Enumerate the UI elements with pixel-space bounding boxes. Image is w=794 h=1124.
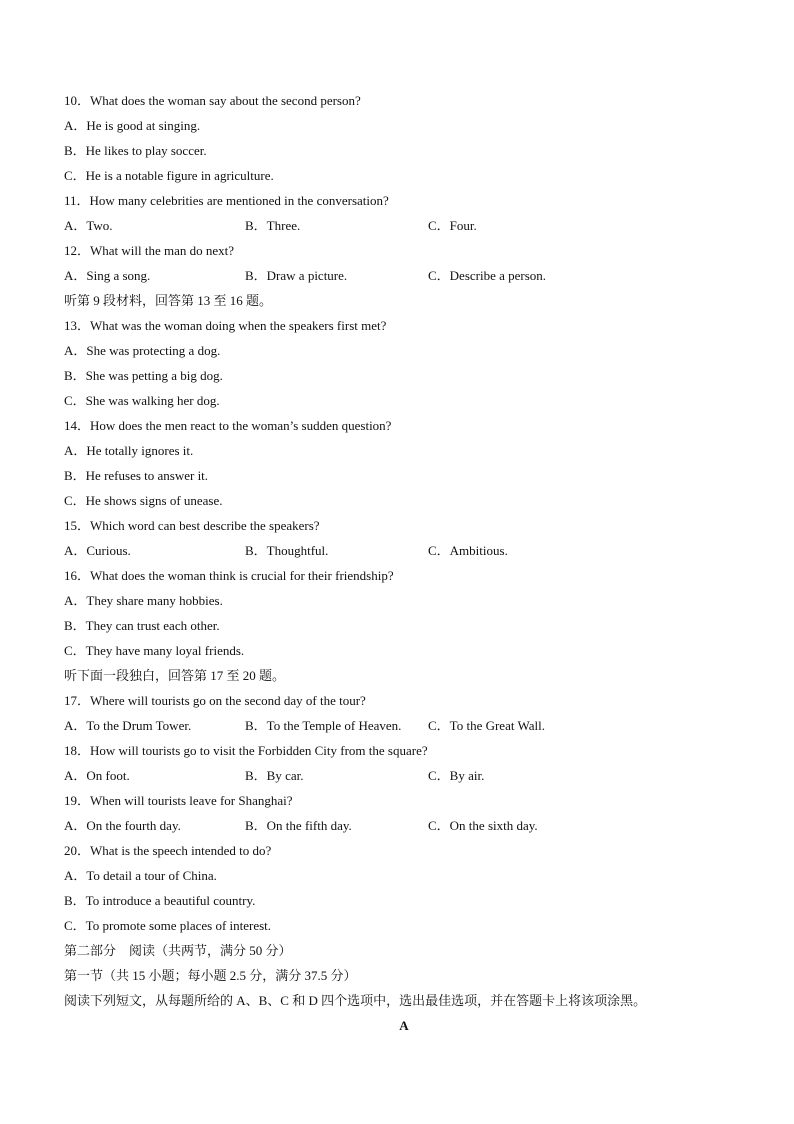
- answer-option: A．On the fourth day.: [64, 818, 181, 833]
- answer-option: A．Two.: [64, 218, 113, 233]
- text-line: 12．What will the man do next?: [64, 243, 235, 258]
- text-line: 16．What does the woman think is crucial for their friendship?: [64, 568, 394, 583]
- text-line: B．To introduce a beautiful country.: [64, 893, 256, 908]
- text-line: 听第 9 段材料，回答第 13 至 16 题。: [64, 293, 273, 308]
- text-line: 14．How does the men react to the woman’s sudden question?: [64, 418, 392, 433]
- text-line: 19．When will tourists leave for Shanghai?: [64, 793, 293, 808]
- options-row: [64, 763, 744, 788]
- text-line: 10．What does the woman say about the second person?: [64, 93, 361, 108]
- text-line: B．He likes to play soccer.: [64, 143, 207, 158]
- text-line: A．He totally ignores it.: [64, 443, 194, 458]
- answer-option: C．Ambitious.: [428, 543, 508, 558]
- text-line: 17．Where will tourists go on the second day of the tour?: [64, 693, 366, 708]
- exam-page: [64, 88, 744, 1038]
- text-line: B．He refuses to answer it.: [64, 468, 209, 483]
- text-line: 18．How will tourists go to visit the Forbidden City from the square?: [64, 743, 428, 758]
- text-line: 阅读下列短文，从每题所给的 A、B、C 和 D 四个选项中，选出最佳选项，并在答题卡上将该项涂黑。: [64, 993, 647, 1008]
- options-row: [64, 263, 744, 288]
- text-line: C．They have many loyal friends.: [64, 643, 245, 658]
- text-line: A．He is good at singing.: [64, 118, 201, 133]
- answer-option: B．Thoughtful.: [245, 543, 329, 558]
- text-line: 第二部分 阅读（共两节，满分 50 分）: [64, 943, 292, 958]
- text-line: 15．Which word can best describe the speakers?: [64, 518, 320, 533]
- text-line: 11．How many celebrities are mentioned in the conversation?: [64, 193, 389, 208]
- answer-option: B．On the fifth day.: [245, 818, 352, 833]
- text-line: C．He is a notable figure in agriculture.: [64, 168, 274, 183]
- answer-option: C．Describe a person.: [428, 268, 547, 283]
- passage-label: A: [399, 1018, 409, 1033]
- text-line: A．She was protecting a dog.: [64, 343, 221, 358]
- text-line: 第一节（共 15 小题；每小题 2.5 分，满分 37.5 分）: [64, 968, 357, 983]
- answer-option: A．To the Drum Tower.: [64, 718, 192, 733]
- text-line: C．To promote some places of interest.: [64, 918, 272, 933]
- text-line: A．They share many hobbies.: [64, 593, 223, 608]
- answer-option: C．Four.: [428, 218, 477, 233]
- answer-option: B．By car.: [245, 768, 304, 783]
- text-line: 听下面一段独白，回答第 17 至 20 题。: [64, 668, 286, 683]
- answer-option: C．By air.: [428, 768, 485, 783]
- text-line: B．She was petting a big dog.: [64, 368, 223, 383]
- text-line: C．He shows signs of unease.: [64, 493, 223, 508]
- options-row: [64, 713, 744, 738]
- answer-option: C．On the sixth day.: [428, 818, 538, 833]
- text-line: C．She was walking her dog.: [64, 393, 220, 408]
- answer-option: C．To the Great Wall.: [428, 718, 545, 733]
- text-line: 20．What is the speech intended to do?: [64, 843, 272, 858]
- options-row: [64, 813, 744, 838]
- answer-option: A．On foot.: [64, 768, 130, 783]
- answer-option: A．Curious.: [64, 543, 131, 558]
- answer-option: B．Three.: [245, 218, 301, 233]
- answer-option: B．Draw a picture.: [245, 268, 348, 283]
- answer-option: A．Sing a song.: [64, 268, 151, 283]
- answer-option: B．To the Temple of Heaven.: [245, 718, 402, 733]
- text-line: 13．What was the woman doing when the speakers first met?: [64, 318, 387, 333]
- options-row: [64, 538, 744, 563]
- text-line: B．They can trust each other.: [64, 618, 220, 633]
- text-line: A．To detail a tour of China.: [64, 868, 217, 883]
- options-row: [64, 213, 744, 238]
